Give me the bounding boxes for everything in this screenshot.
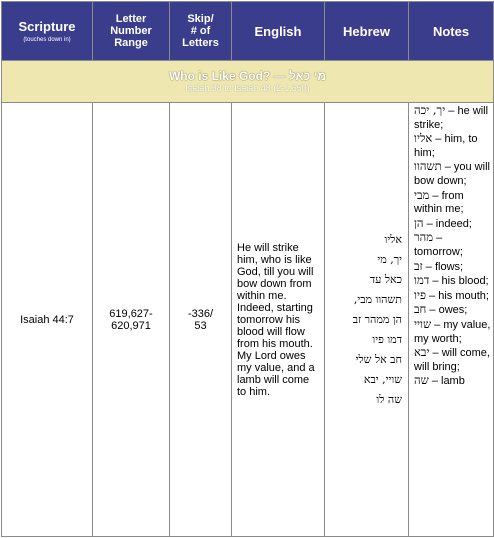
note-hebrew: חב [414,302,427,317]
note-english: – flows; [422,260,464,273]
col-header-skip-line1: Skip/ [187,13,214,25]
hebrew-line: דמו פיו [372,332,402,346]
note-hebrew: יך, יכה [414,103,446,117]
cell-range-line2: 620,971 [111,319,151,332]
note-english: – from within me; [414,189,464,216]
hebrew-line: חב אל שלי [355,352,402,366]
hebrew-line: תשהוו מבי, [353,292,402,306]
col-header-scripture-sub: (touches down in) [23,37,71,43]
col-header-letter-line3: Range [114,37,148,49]
note-english: – owes; [426,304,468,317]
note-hebrew: הן [414,215,424,230]
col-header-scripture [2,2,93,61]
note-hebrew: תשהוו [414,159,442,174]
header-row [2,2,494,61]
cell-notes [409,103,494,537]
note-hebrew: פיו [414,287,426,302]
note-english: – will come, will bring; [414,347,490,373]
note-english: – you will bow down; [414,161,490,187]
section-subtitle: Isaiah 38 to Isaiah 48 (2-1,650) [185,83,310,93]
note-english: – tomorrow; [414,232,463,258]
note-english: – his blood; [429,275,489,288]
hebrew-line: יך, מי [377,252,402,266]
cell-scripture: Isaiah 44:7 [2,103,93,537]
col-header-skip-line2: # of [190,25,211,37]
note-english: – his mouth; [425,289,489,302]
hebrew-line: כאל עד [369,272,402,286]
col-header-notes: Notes [409,2,494,61]
section-band-row [2,61,494,103]
cell-skip-line1: -336/ [187,307,214,320]
col-header-letter-line2: Number [110,25,152,37]
note-hebrew: יבא [414,345,430,360]
note-hebrew: מבי [414,187,430,202]
section-title: Who is Like God? — מי כאל [168,69,327,83]
note-english: – he will strike; [414,105,489,131]
note-hebrew: מהר [414,230,434,245]
note-english: – my value, my worth; [414,318,491,345]
hebrew-line: אליו [384,232,402,246]
col-header-skip-line3: Letters [182,37,219,49]
col-header-english: English [232,2,325,61]
cell-skip [170,103,232,537]
col-header-letter-range [93,2,170,61]
section-band [2,61,494,103]
note-hebrew: שויי [414,316,432,331]
cell-range-line1: 619,627- [109,307,153,320]
bible-code-table [1,1,494,537]
note-hebrew: שה [414,373,429,388]
col-header-scripture-label: Scripture [18,19,76,34]
note-hebrew: זב [414,258,423,273]
hebrew-line: שויי, יבא [363,372,402,386]
note-hebrew: אליו [414,131,433,146]
hebrew-line: שה לו [376,392,402,406]
note-hebrew: דמו [414,273,430,288]
note-english: – lamb [428,375,465,388]
cell-skip-line2: 53 [194,319,207,332]
note-english: – indeed; [423,217,472,230]
hebrew-line: הן ממהר זב [352,312,402,326]
note-english: – him, to him; [414,133,478,159]
table-row [2,103,494,537]
cell-letter-range [93,103,170,537]
col-header-letter-line1: Letter [115,13,147,25]
col-header-skip [170,2,232,61]
cell-hebrew [325,103,409,537]
cell-english: He will strike him, who is like God, till you will bow down from within me. Indeed, starting tomorrow his blood will flow from his mouth. My Lord owes my value, and a lamb will come to him. [232,103,325,537]
col-header-hebrew: Hebrew [325,2,409,61]
